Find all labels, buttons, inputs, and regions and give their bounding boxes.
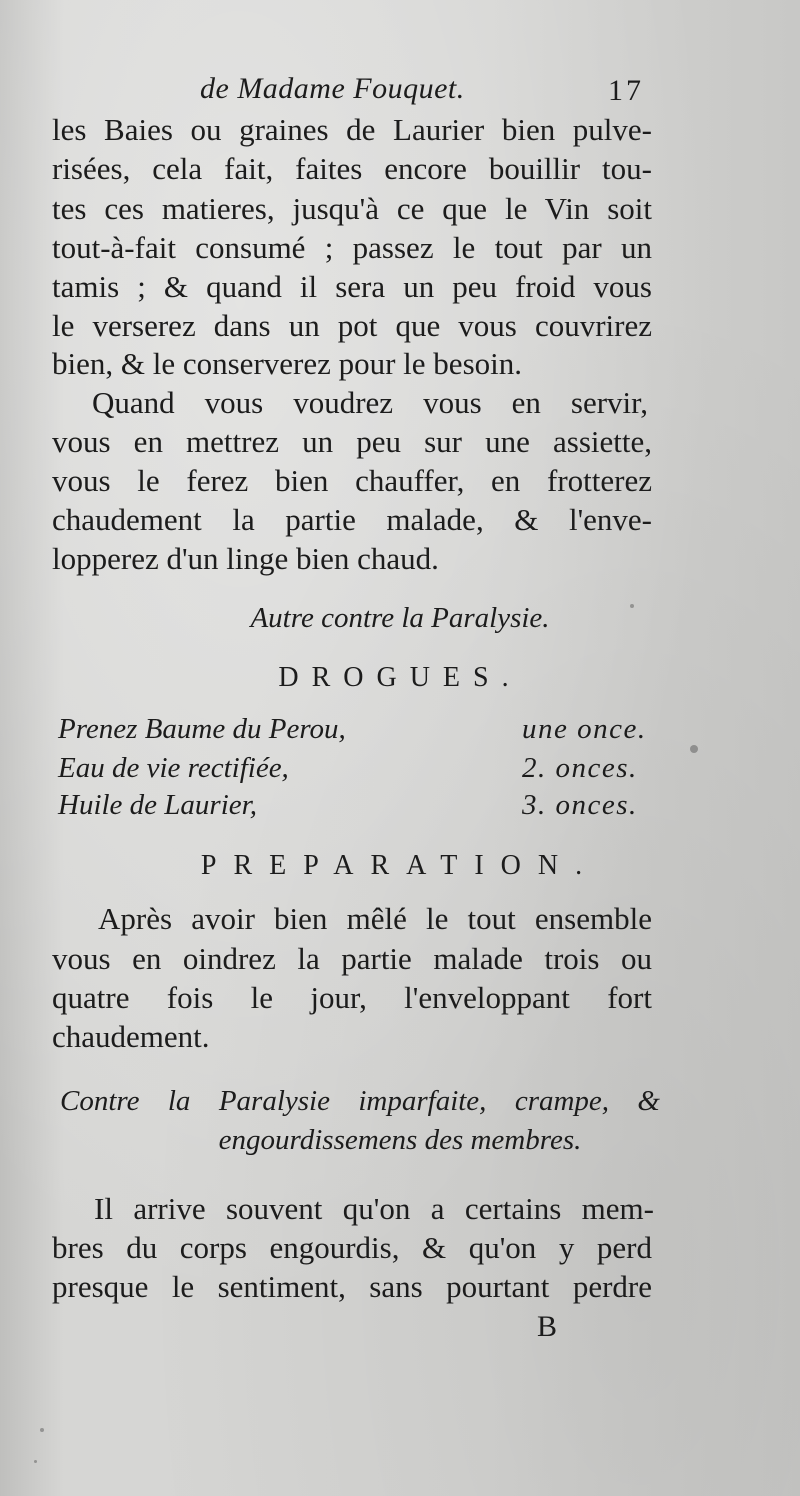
signature-mark: B (537, 1310, 558, 1343)
text-line: bien, & le conserverez pour le besoin. (52, 346, 522, 381)
text-line: quatre fois le jour, l'enveloppant fort (52, 980, 652, 1015)
paper-speck (690, 745, 698, 753)
running-head: de Madame Fouquet. (200, 72, 465, 105)
text-line: les Baies ou graines de Laurier bien pulve- (52, 112, 652, 147)
text-line: bres du corps engourdis, & qu'on y perd (52, 1230, 652, 1265)
text-line: risées, cela fait, faites encore bouillir tou- (52, 151, 652, 186)
paper-speck (630, 604, 634, 608)
drug-quantity: 2. onces. (522, 752, 638, 784)
text-line: le verserez dans un pot que vous couvrirez (52, 308, 652, 343)
page-number: 17 (608, 74, 644, 107)
text-line: vous en oindrez la partie malade trois ou (52, 941, 652, 976)
paper-speck (34, 1460, 37, 1463)
text-line: tes ces matieres, jusqu'à ce que le Vin soit (52, 191, 652, 226)
text-line: tout-à-fait consumé ; passez le tout par un (52, 230, 652, 265)
text-line: vous le ferez bien chauffer, en frotterez (52, 463, 652, 498)
text-line: lopperez d'un linge bien chaud. (52, 541, 439, 576)
drug-name: Eau de vie rectifiée, (58, 752, 289, 784)
section-heading: engourdissemens des membres. (218, 1124, 582, 1156)
text-line: vous en mettrez un peu sur une assiette, (52, 424, 652, 459)
text-line: presque le sentiment, sans pourtant perdre (52, 1269, 652, 1304)
drug-name: Huile de Laurier, (58, 789, 257, 821)
text-line: Quand vous voudrez vous en servir, (92, 385, 648, 420)
drug-quantity: 3. onces. (522, 789, 638, 821)
paper-speck (40, 1428, 44, 1432)
drug-name: Prenez Baume du Perou, (58, 713, 346, 745)
text-line: Il arrive souvent qu'on a certains mem- (94, 1191, 654, 1226)
text-line: chaudement. (52, 1019, 210, 1054)
text-line: Après avoir bien mêlé le tout ensemble (98, 901, 652, 936)
section-heading: Autre contre la Paralysie. (250, 602, 550, 634)
drogues-heading: DROGUES. (278, 662, 522, 693)
text-line: tamis ; & quand il sera un peu froid vous (52, 269, 652, 304)
preparation-heading: PREPARATION. (200, 850, 600, 881)
text-line: chaudement la partie malade, & l'enve- (52, 502, 652, 537)
drug-quantity: une once. (522, 713, 647, 745)
section-heading: Contre la Paralysie imparfaite, crampe, & (60, 1085, 660, 1117)
